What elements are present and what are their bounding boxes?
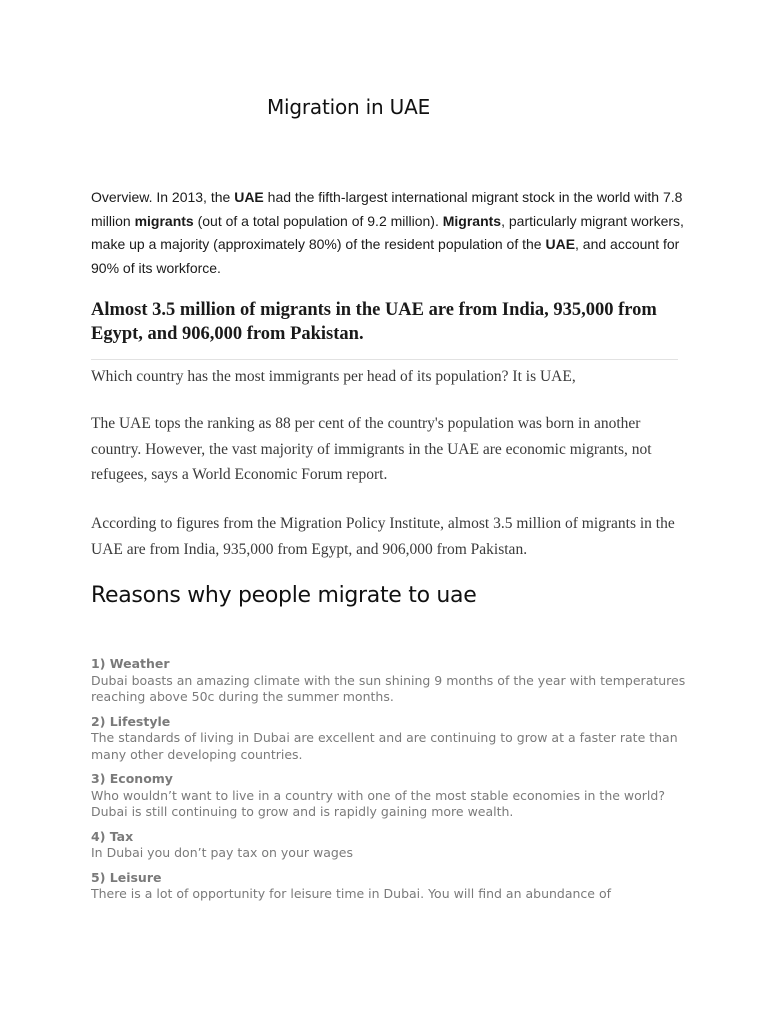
reason-text: In Dubai you don’t pay tax on your wages bbox=[91, 845, 354, 860]
reason-item-leisure bbox=[91, 870, 691, 903]
reason-title: 3) Economy bbox=[91, 771, 173, 786]
overview-text: had the fifth-largest international migrant stock in the world with 7.8 million bbox=[91, 189, 683, 229]
overview-bold-uae: UAE bbox=[234, 189, 264, 205]
migrant-origin-heading: Almost 3.5 million of migrants in the UAE are from India, 935,000 from Egypt, and 906,000 from Pakistan. bbox=[91, 300, 657, 344]
reason-text: The standards of living in Dubai are excellent and are continuing to grow at a faster rate than many other developing countries. bbox=[91, 730, 678, 762]
reason-title: 4) Tax bbox=[91, 828, 134, 844]
overview-paragraph bbox=[91, 186, 691, 280]
reason-item-economy bbox=[91, 771, 691, 821]
overview-text: , particularly migrant workers, make up a majority (approximately 80%) of the resident population of the bbox=[91, 212, 684, 252]
reason-text: Dubai boasts an amazing climate with the sun shining 9 months of the year with temperatures reaching above 50c during the summer months. bbox=[91, 672, 686, 704]
paragraph-question: Which country has the most immigrants per head of its population? It is UAE, bbox=[91, 368, 576, 385]
reason-text: Who wouldn’t want to live in a country with one of the most stable economies in the world? Dubai is still continuing to grow and is rapidly gaining more wealth. bbox=[91, 787, 665, 819]
overview-bold-migrants: migrants bbox=[134, 212, 194, 229]
reason-item-lifestyle bbox=[91, 714, 691, 764]
reason-title: 2) Lifestyle bbox=[91, 713, 171, 729]
overview-text: , and account for 90% of its workforce. bbox=[91, 236, 680, 276]
page-title: Migration in UAE bbox=[267, 95, 431, 119]
divider bbox=[91, 359, 678, 360]
overview-bold-migrants: Migrants bbox=[442, 212, 502, 229]
overview-bold-uae: UAE bbox=[545, 236, 576, 252]
reason-text: There is a lot of opportunity for leisure time in Dubai. You will find an abundance of bbox=[91, 886, 612, 901]
reason-title: 1) Weather bbox=[91, 656, 170, 671]
reasons-list bbox=[91, 656, 691, 911]
paragraph-figures: According to figures from the Migration Policy Institute, almost 3.5 million of migrants in the UAE are from India, 935,000 from Egypt, and 906,000 from Pakistan. bbox=[91, 515, 675, 558]
reasons-heading: Reasons why people migrate to uae bbox=[91, 583, 477, 608]
reason-item-tax bbox=[91, 829, 691, 862]
reason-title: 5) Leisure bbox=[91, 869, 162, 885]
overview-text: Overview. In 2013, the bbox=[91, 189, 235, 205]
overview-text: (out of a total population of 9.2 million). bbox=[193, 212, 443, 229]
reason-item-weather bbox=[91, 656, 691, 706]
paragraph-ranking: The UAE tops the ranking as 88 per cent of the country's population was born in another country. However, the vast majority of immigrants in the UAE are economic migrants, not refugees, says a World Economic Forum report. bbox=[91, 415, 652, 483]
